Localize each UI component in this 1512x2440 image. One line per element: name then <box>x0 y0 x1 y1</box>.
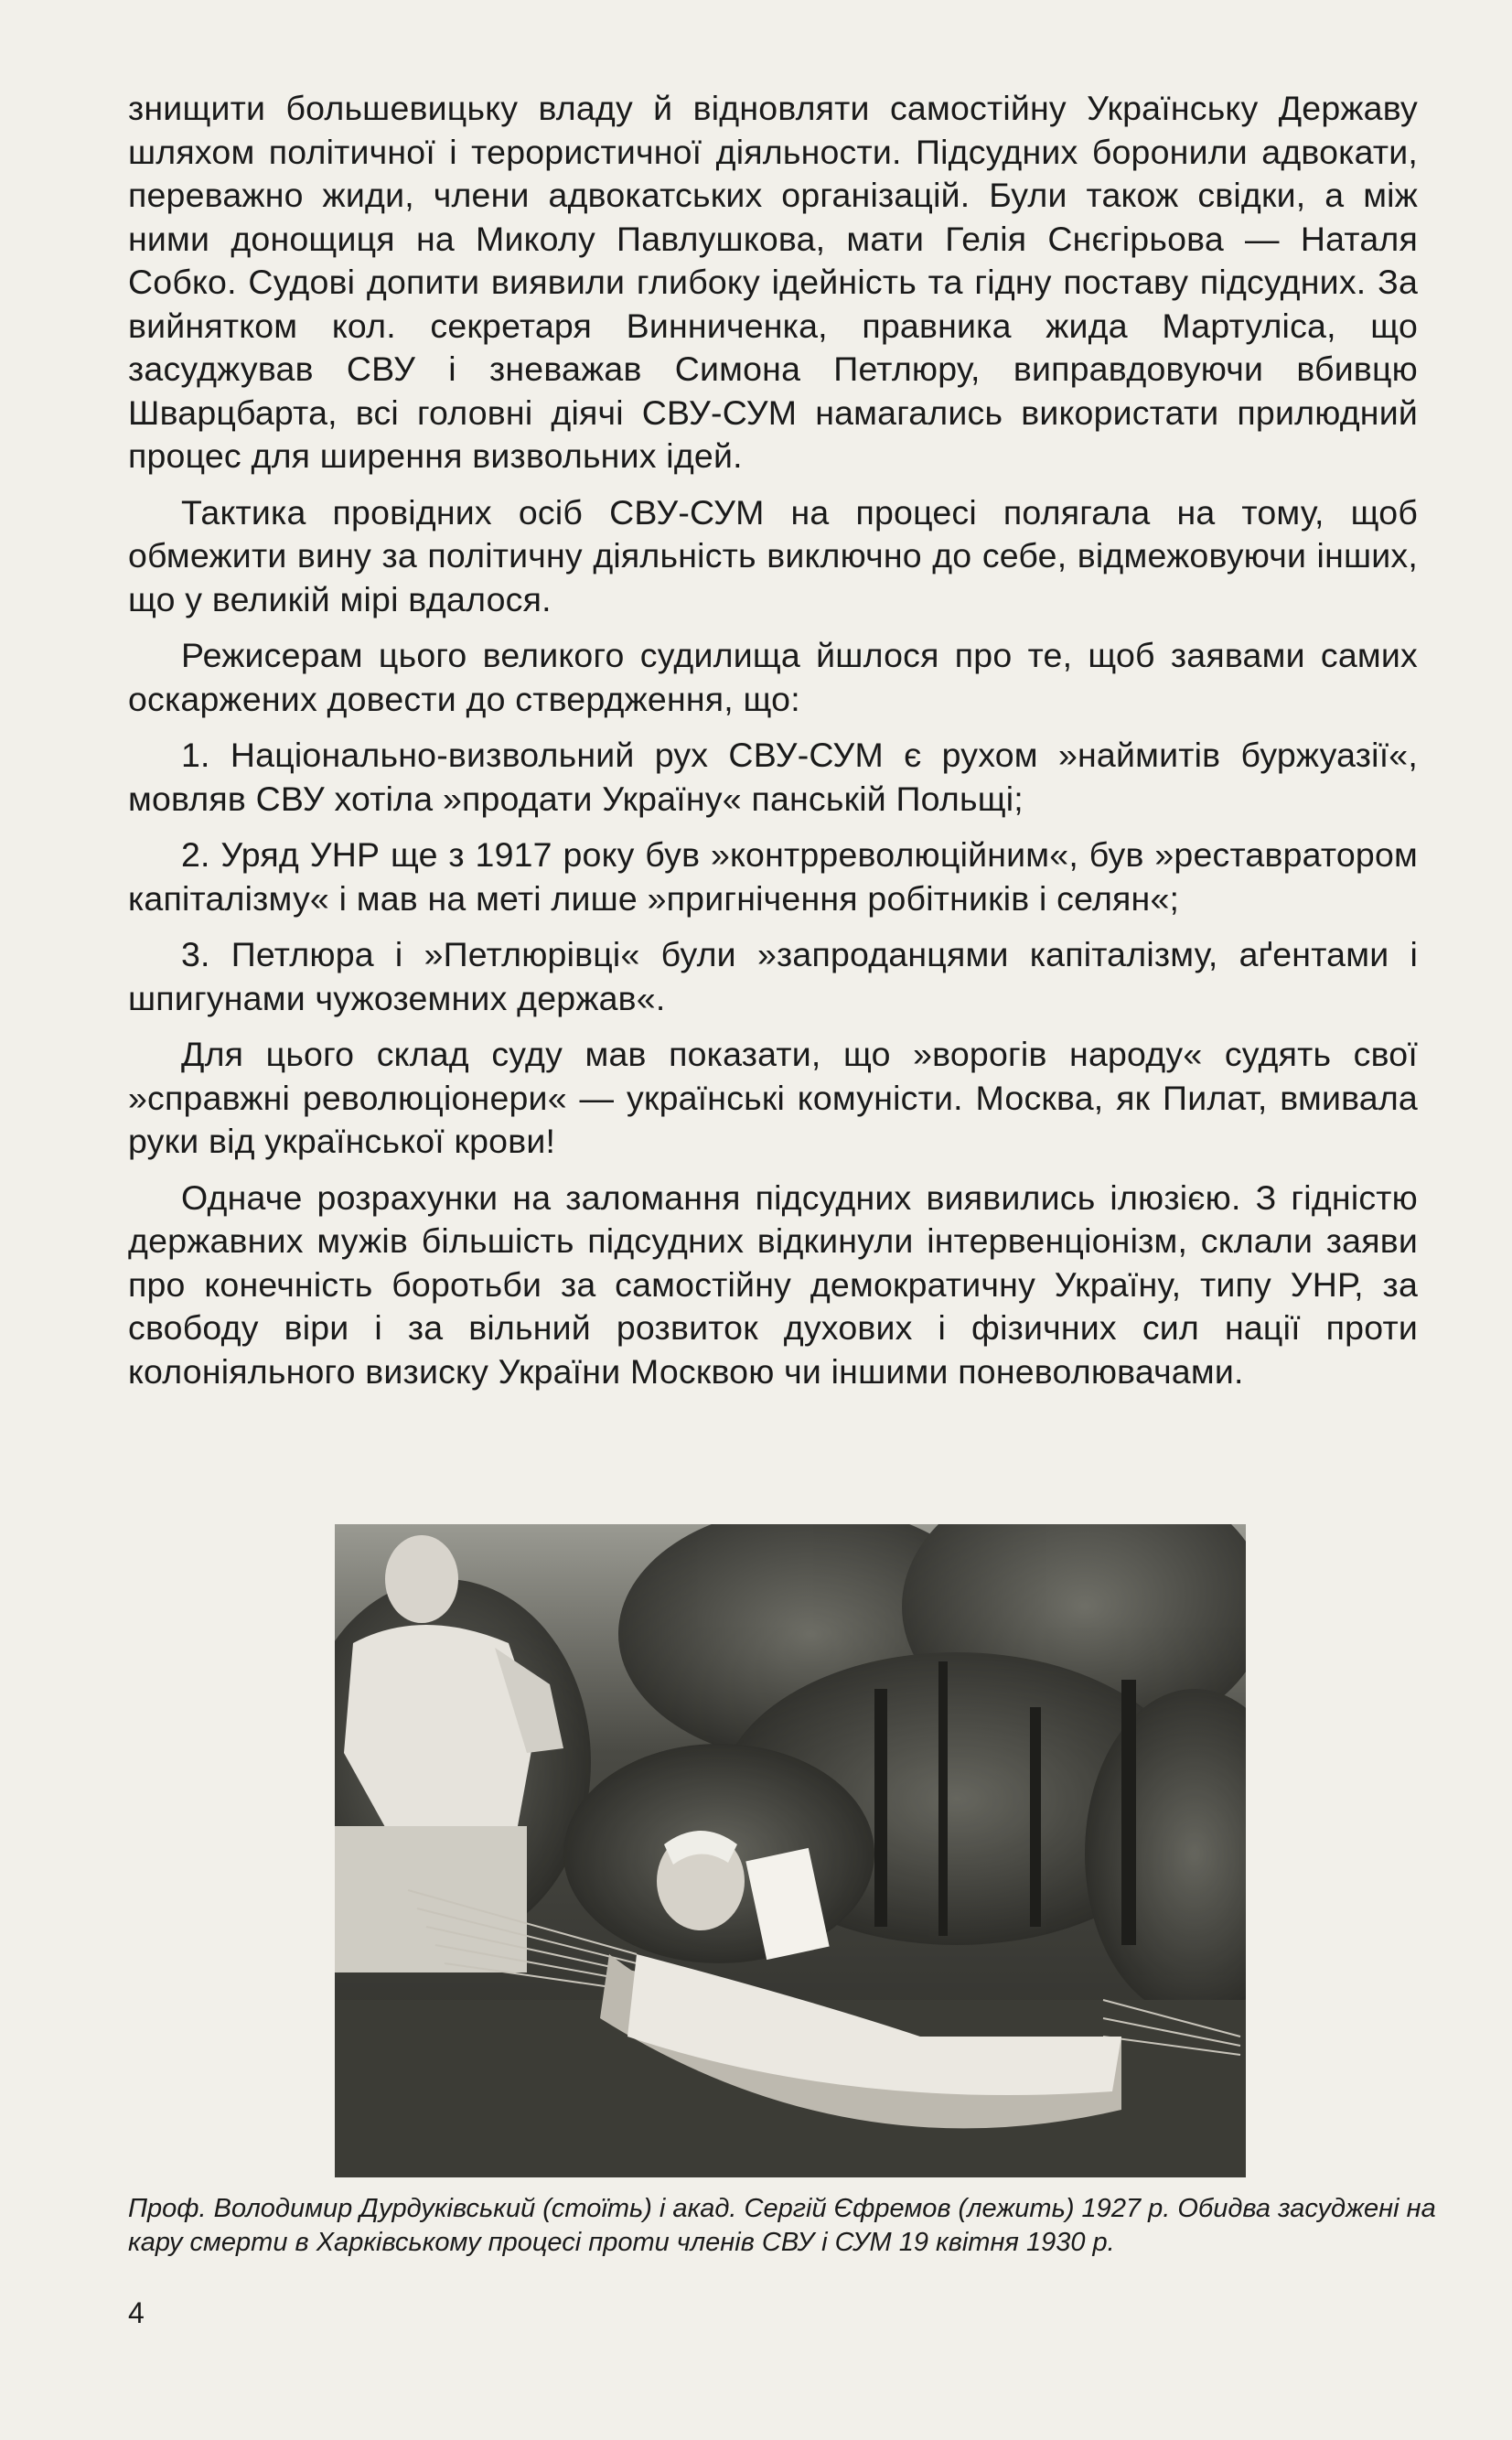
photograph-illustration <box>335 1524 1246 2177</box>
paragraph-2: Тактика провідних осіб СВУ-СУМ на процесі полягала на тому, щоб обмежити вину за політичну діяльність виключно до себе, відмежовуючи інших, що у великій мірі вдалося. <box>128 492 1418 618</box>
page-number: 4 <box>128 2296 145 2329</box>
photograph <box>335 1524 1246 2177</box>
photo-caption: Проф. Володимир Дурдуківський (стоїть) і акад. Сергій Єфремов (лежить) 1927 р. Обидва засуджені на кару смерти в Харківському процесі проти членів СВУ і СУМ 19 квітня 1930 р. <box>128 2194 1436 2257</box>
paragraph-3: Режисерам цього великого судилища йшлося про те, щоб заявами самих оскаржених довести до ствердження, що: <box>128 636 1418 718</box>
list-item-3: 3. Петлюра і »Петлюрівці« були »запроданцями капіталізму, аґентами і шпигунами чужоземних держав«. <box>128 935 1418 1017</box>
paragraph-5: Одначе розрахунки на заломання підсудних виявились ілюзією. З гідністю державних мужів більшість підсудних відкинули інтервенціонізм, склали заяви про конечність боротьби за самостійну демократичну Україну, типу УНР, за свободу віри і за вільний розвиток духових і фізичних сил нації проти колоніяльного визиску України Москвою чи іншими поневолювачами. <box>128 1177 1418 1391</box>
paragraph-1: знищити большевицьку владу й відновляти самостійну Українську Державу шляхом політичної і терористичної діяльности. Підсудних боронили адвокати, переважно жиди, члени адвокатських організацій. Були також свідки, а між ними донощиця на Миколу Павлушкова, мати Гелія Снєгірьова — Наталя Собко. Судові допити виявили глибоку ідейність та гідну поставу підсудних. За вийнятком кол. секретаря Винниченка, правника жида Мартуліса, що засуджував СВУ і зневажав Симона Петлюру, виправдовуючи вбивцю Шварцбарта, всі головні діячі СВУ-СУМ намагались використати прилюдний процес для ширення визвольних ідей. <box>128 89 1418 475</box>
list-item-2: 2. Уряд УНР ще з 1917 року був »контрреволюційним«, був »реставратором капіталізму« і мав на меті лише »пригнічення робітників і селян«; <box>128 835 1418 918</box>
list-item-1: 1. Національно-визвольний рух СВУ-СУМ є рухом »наймитів буржуазії«, мовляв СВУ хотіла »продати Україну« панській Польщі; <box>128 736 1418 818</box>
paragraph-4: Для цього склад суду мав показати, що »ворогів народу« судять свої »справжні революціонери« — українські комуністи. Москва, як Пилат, вмивала руки від української крови! <box>128 1035 1418 1160</box>
body-text <box>128 87 1418 1406</box>
